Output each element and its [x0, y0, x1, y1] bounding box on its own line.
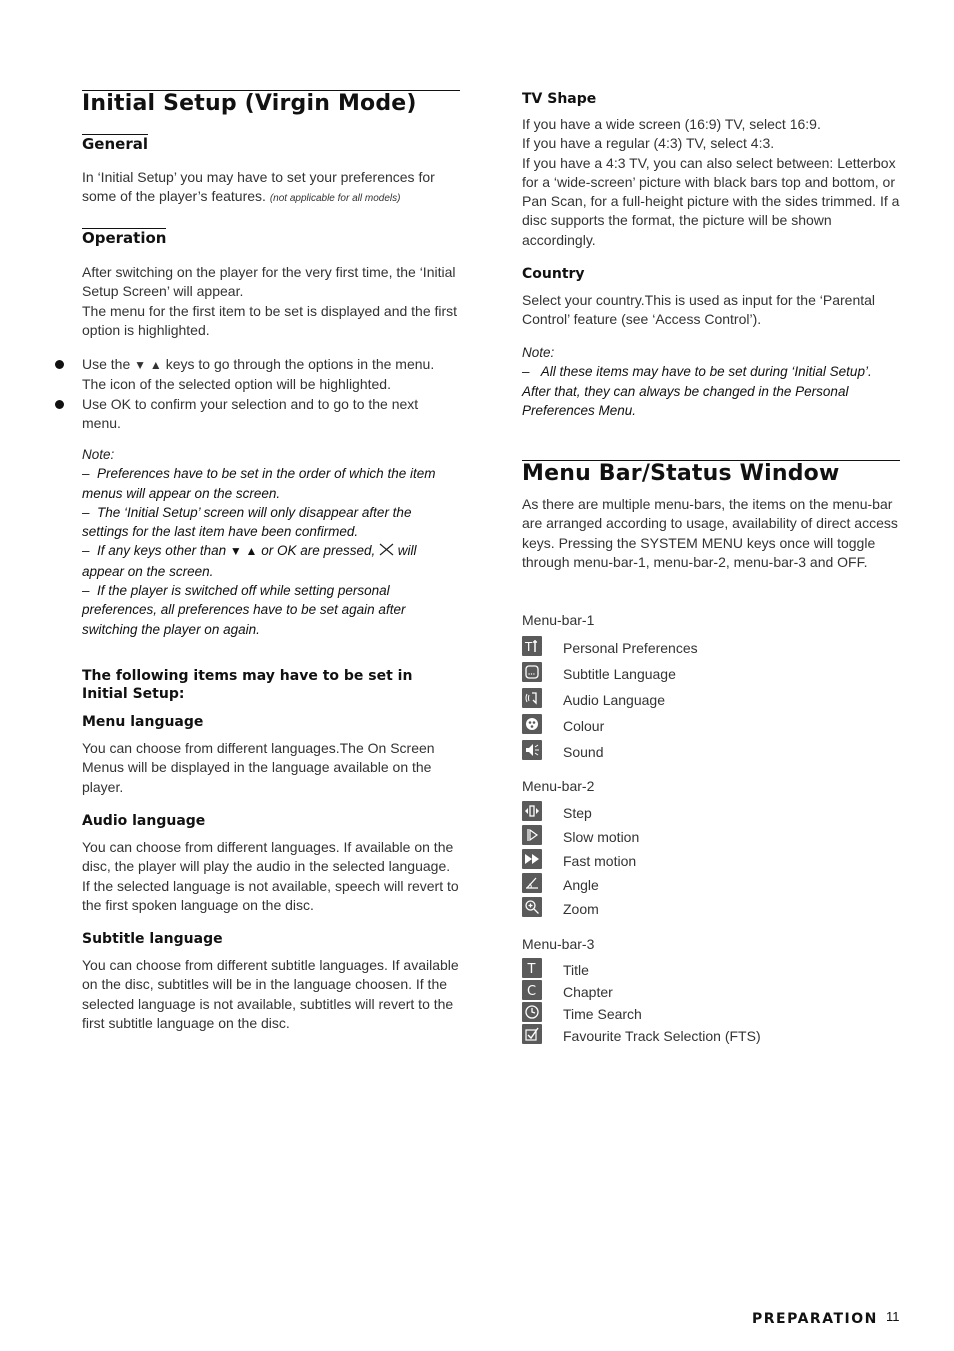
audio-language-heading: Audio language	[82, 813, 206, 829]
note-item	[82, 581, 460, 639]
personal-preferences-icon	[522, 636, 542, 656]
note-label: Note:	[82, 447, 115, 462]
general-text	[82, 168, 460, 209]
country-heading: Country	[522, 266, 585, 282]
slow-motion-icon	[522, 825, 542, 845]
chapter-icon	[522, 980, 542, 1000]
menu-language-section	[82, 713, 460, 797]
menubar-item-label: Time Search	[563, 1006, 642, 1022]
note-item4-text: If the player is switched off while setting personal preferences, all preferences have to be set again after switching the player on again.	[82, 583, 406, 637]
subtitle-icon	[522, 662, 542, 682]
menubar-3-label: Menu-bar-3	[522, 936, 595, 952]
menu-language-text: You can choose from different languages.The On Screen Menus will be displayed in the language available on the player.	[82, 740, 435, 795]
subtitle-language-heading: Subtitle language	[82, 931, 223, 947]
general-text-body: In ‘Initial Setup’ you may have to set your preferences for some of the player’s features.	[82, 169, 435, 205]
menubar-item	[522, 740, 900, 762]
menubar-item	[522, 636, 900, 658]
zoom-icon	[522, 897, 542, 917]
bullet1-text-a: Use the	[82, 356, 131, 372]
menubar-item-label: Colour	[563, 718, 605, 734]
angle-icon	[522, 873, 542, 893]
country-text: Select your country.This is used as input for the ‘Parental Control’ feature (see ‘Access Control’).	[522, 292, 876, 328]
fast-motion-icon	[522, 849, 542, 869]
menubar-2-label: Menu-bar-2	[522, 778, 595, 794]
menubar-item	[522, 662, 900, 684]
menubar-section	[522, 460, 900, 572]
menubar-item-label: Chapter	[563, 984, 613, 1000]
operation-section	[82, 228, 460, 248]
note-block	[82, 445, 460, 639]
menubar-item	[522, 1002, 900, 1024]
step-icon	[522, 801, 542, 821]
footer-section-name: PREPARATION	[752, 1311, 878, 1327]
note-item	[82, 503, 460, 542]
down-arrow-icon: ▼	[134, 358, 147, 372]
menubar-item-label: Sound	[563, 744, 604, 760]
menubar-item-label: Step	[563, 805, 592, 821]
note-dash: –	[82, 543, 90, 559]
menubar-item	[522, 801, 900, 823]
general-text-block	[82, 168, 460, 209]
menubar-item-label: Title	[563, 962, 589, 978]
tv-shape-heading: TV Shape	[522, 91, 597, 107]
menubar-item	[522, 1024, 900, 1046]
following-heading: The following items may have to be set in Initial Setup:	[82, 668, 413, 702]
page-number: 11	[886, 1309, 900, 1324]
menubar-item	[522, 849, 900, 871]
menubar-item-label: Personal Preferences	[563, 640, 698, 656]
note-dash: –	[82, 504, 90, 520]
fts-icon	[522, 1024, 542, 1044]
menubar-item-label: Subtitle Language	[563, 666, 676, 682]
page-footer	[752, 1308, 900, 1327]
tv-shape-section	[522, 90, 900, 250]
operation-para1: After switching on the player for the very first time, the ‘Initial Setup Screen’ will appear.	[82, 264, 456, 300]
right-note-label: Note:	[522, 345, 555, 360]
bullet1-text-b: keys to go through the options in the menu. The icon of the selected option will be highlighted.	[82, 356, 435, 393]
note-item3-text-c: will appear on the screen.	[82, 543, 417, 579]
note-item1-text: Preferences have to be set in the order of which the item menus will appear on the screen.	[82, 466, 436, 501]
tv-shape-line2: If you have a regular (4:3) TV, select 4:3.	[522, 135, 775, 152]
subtitle-language-section	[82, 930, 460, 1033]
audio-language-section	[82, 812, 460, 915]
right-note-dash: –	[522, 364, 530, 380]
operation-para2: The menu for the first item to be set is displayed and the first option is highlighted.	[82, 302, 458, 338]
note-item	[82, 541, 460, 581]
following-heading-block	[82, 667, 460, 703]
menu-language-heading: Menu language	[82, 714, 204, 730]
operation-text-block	[82, 263, 460, 340]
sound-icon	[522, 740, 542, 760]
operation-bullets	[82, 355, 460, 433]
tv-shape-line3: If you have a 4:3 TV, you can also select between: Letterbox for a ‘wide-screen’ picture with black bars top and bottom, or Pan Scan, for a full-height picture with the sides trimmed. If a disc supports the format, the picture will be shown accordingly.	[522, 154, 900, 248]
general-small-note: (not applicable for all models)	[269, 193, 401, 205]
menubar-item	[522, 980, 900, 1002]
tv-shape-line1: If you have a wide screen (16:9) TV, select 16:9.	[522, 116, 821, 132]
note-item2-text: The ‘Initial Setup’ screen will only disappear after the settings for the last item have been confirmed.	[82, 504, 412, 540]
menubar-item	[522, 958, 900, 980]
colour-icon	[522, 714, 542, 734]
left-column	[82, 90, 460, 1031]
right-note-block	[522, 343, 900, 420]
audio-language-icon	[522, 688, 542, 708]
title-icon	[522, 958, 542, 978]
bullet2-text: Use OK to confirm your selection and to go to the next menu.	[82, 395, 419, 431]
up-arrow-icon: ▲	[245, 544, 258, 559]
menubar-item-label: Favourite Track Selection (FTS)	[563, 1028, 761, 1044]
general-heading: General	[82, 135, 148, 153]
note-dash: –	[82, 583, 90, 599]
right-note-body: All these items may have to be set during ‘Initial Setup’. After that, they can always be changed in the Personal Preferences Menu.	[522, 364, 872, 418]
svg-text:C: C	[527, 984, 537, 998]
country-section	[522, 265, 900, 330]
note-item3-text-b: or OK are pressed,	[261, 543, 376, 559]
menubar-item-label: Audio Language	[563, 692, 665, 708]
bullet-dot	[55, 360, 64, 369]
menubar-item-label: Slow motion	[563, 829, 640, 845]
menubar-intro: As there are multiple menu-bars, the items on the menu-bar are arranged according to usage, availability of direct access keys. Pressing the SYSTEM MENU keys once will toggle through menu-bar-1, menu-bar-2, menu-bar-3 and OFF.	[522, 496, 898, 570]
subtitle-language-text: You can choose from different subtitle languages. If available on the disc, subtitles will be in the language choosen. If the selected language is not available, subtitles will revert to the first subtitle language on the disc.	[82, 957, 459, 1031]
menubar-item-label: Angle	[563, 877, 599, 893]
time-search-icon	[522, 1002, 542, 1022]
up-arrow-icon: ▲	[149, 358, 162, 372]
bullet-item	[82, 395, 460, 434]
operation-heading: Operation	[82, 229, 167, 247]
note-item3-text-a: If any keys other than	[97, 543, 227, 559]
right-note-text	[522, 362, 900, 420]
menubar-item-label: Zoom	[563, 901, 599, 917]
down-arrow-icon: ▼	[229, 544, 242, 559]
general-section	[82, 134, 460, 154]
audio-language-text: You can choose from different languages. If available on the disc, the player will play the audio in the selected language. If the selected language is not available, speech will revert to the first spoken language on the disc.	[82, 839, 459, 913]
note-item	[82, 464, 460, 503]
menubar-item	[522, 897, 900, 919]
svg-text:T: T	[525, 640, 533, 654]
menubar-title: Menu Bar/Status Window	[522, 460, 900, 487]
menubar-item	[522, 688, 900, 710]
page-title: Initial Setup (Virgin Mode)	[82, 90, 460, 117]
menubar-item	[522, 714, 900, 736]
cross-icon	[379, 543, 394, 558]
menubar-item-label: Fast motion	[563, 853, 637, 869]
bullet-item	[82, 355, 460, 395]
note-dash: –	[82, 466, 90, 482]
bullet-dot	[55, 400, 64, 409]
menubar-1-label: Menu-bar-1	[522, 612, 595, 628]
menubar-item	[522, 825, 900, 847]
menubar-item	[522, 873, 900, 895]
svg-text:T: T	[527, 962, 536, 976]
